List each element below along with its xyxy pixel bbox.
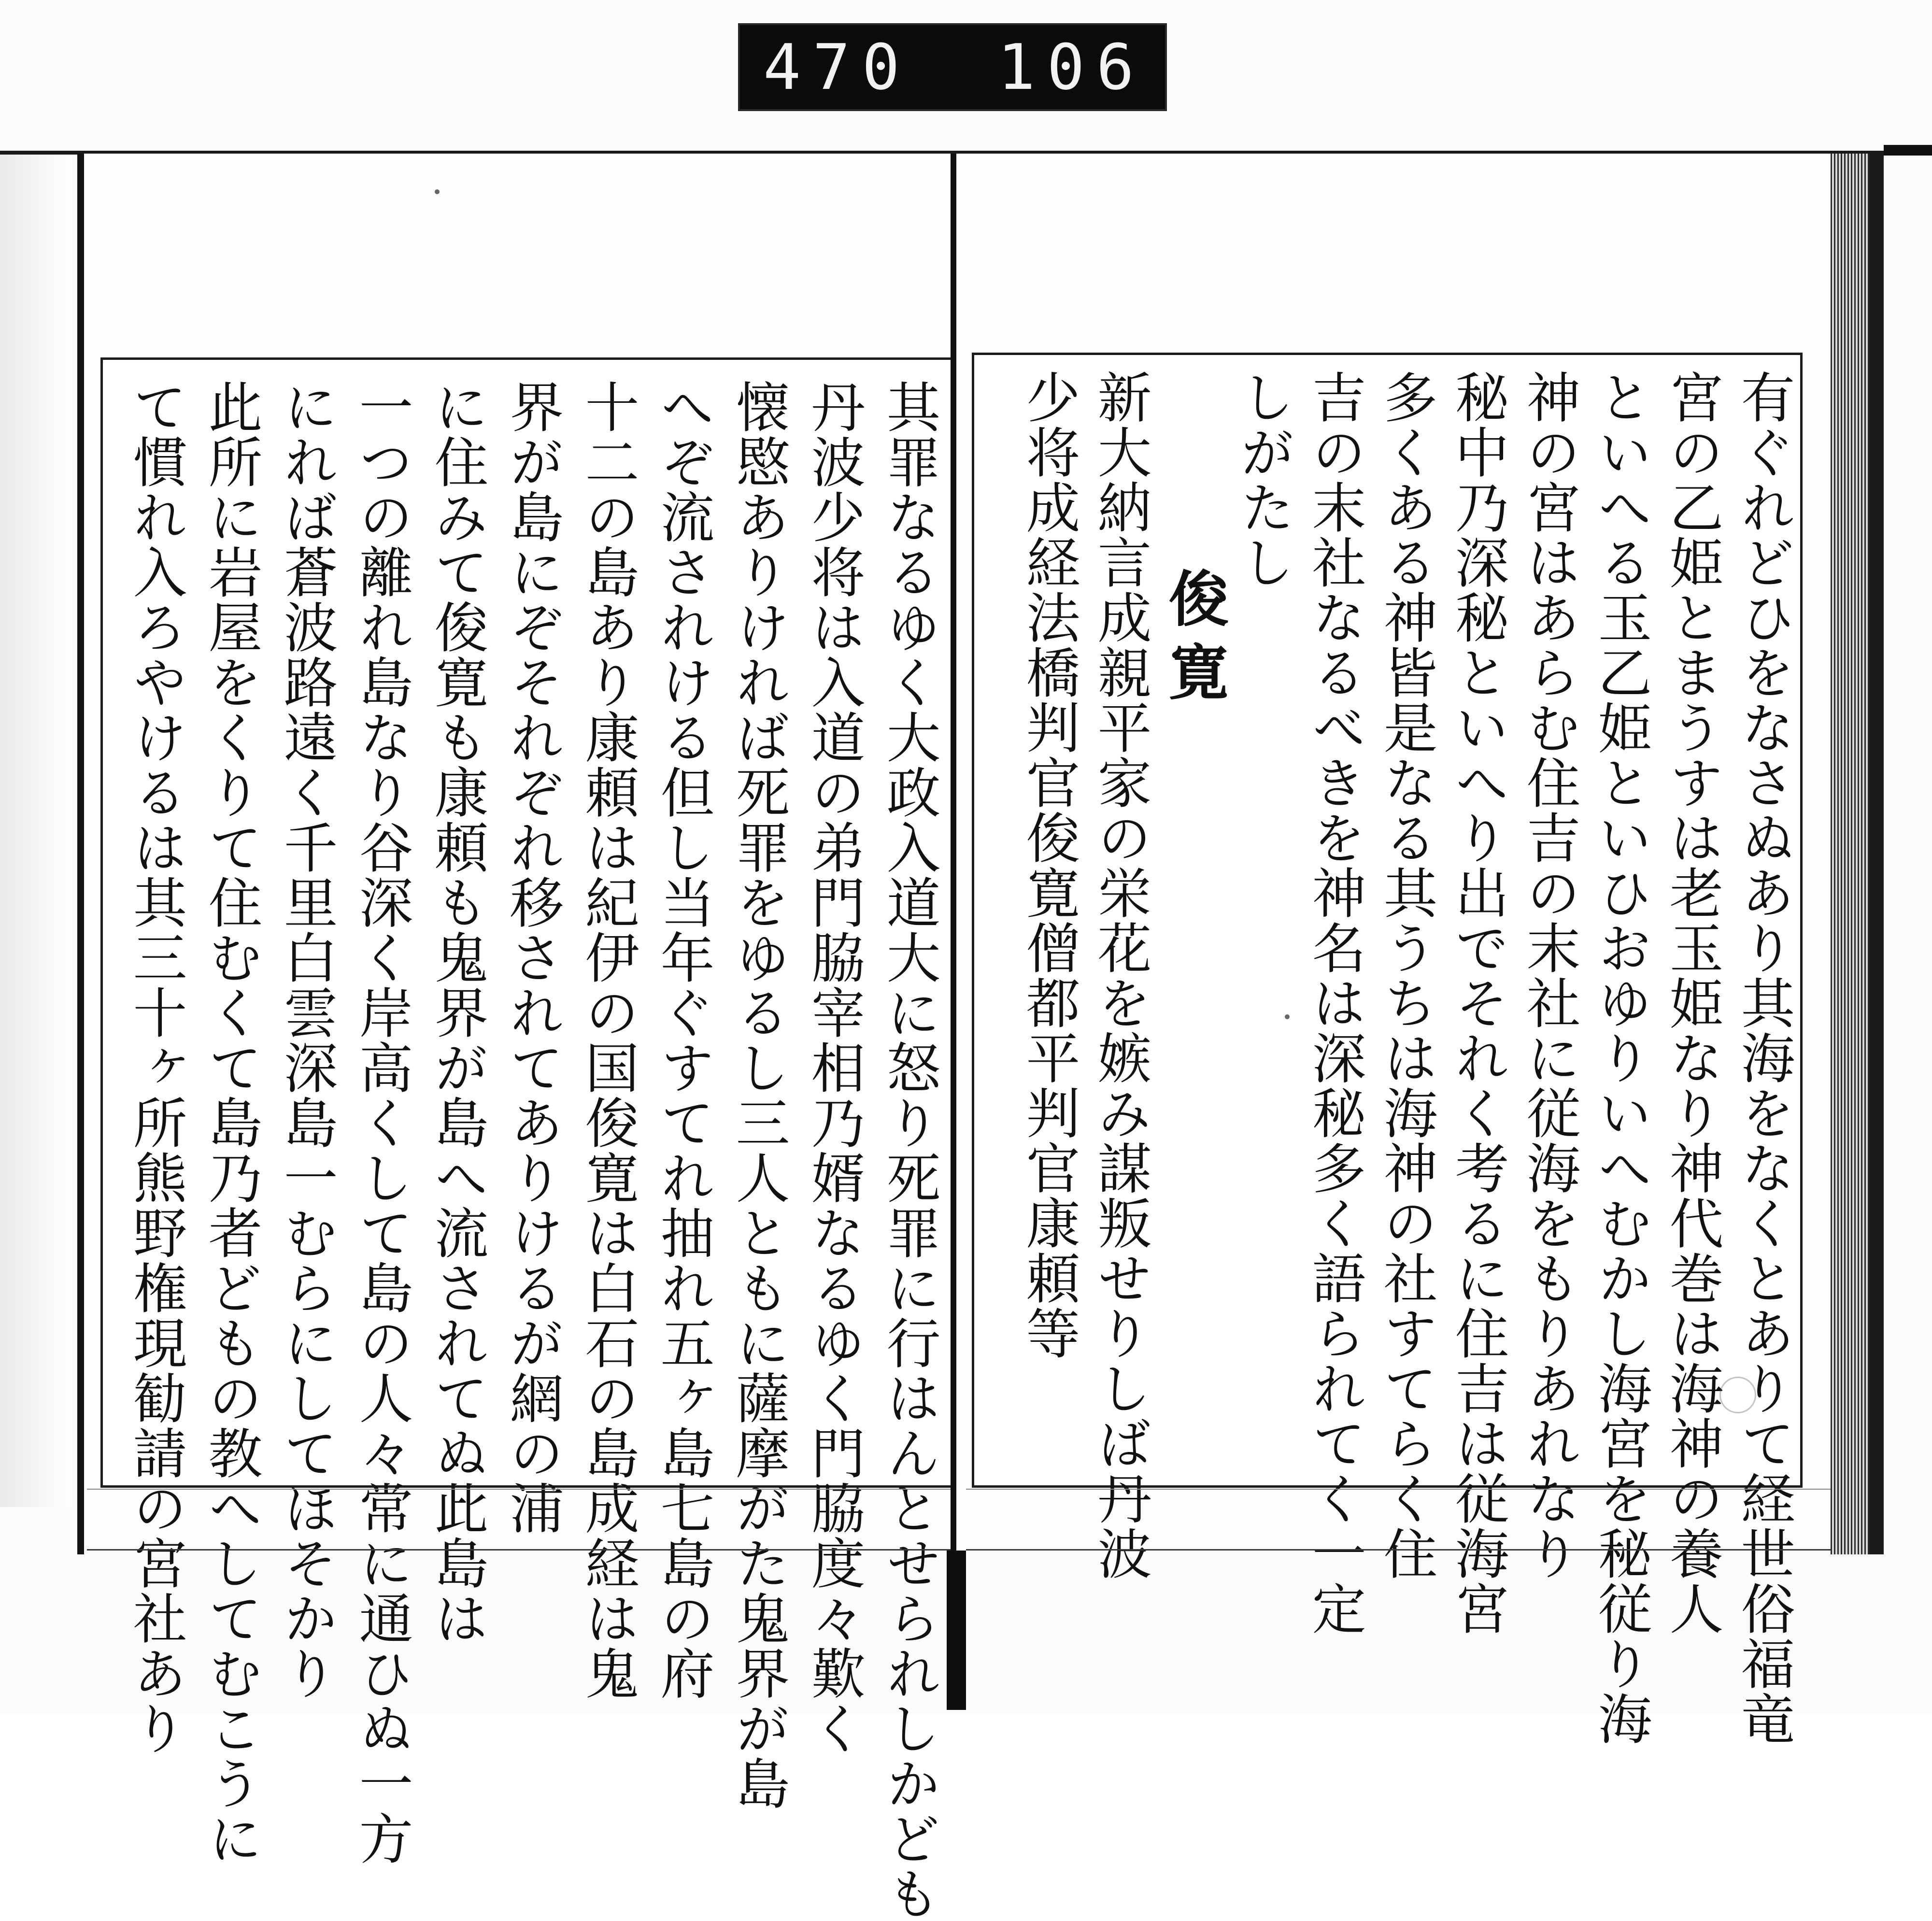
- right-column: 宮の乙姫とまうすは老玉姫なり神代巻は海神の養人: [1661, 370, 1723, 1636]
- book-cover-edge: [1869, 154, 1884, 1554]
- book-gutter: [951, 154, 956, 1709]
- left-column: 界が島にぞそれぞれ移されてありけるが網の浦: [501, 379, 564, 1536]
- scan-speck: [435, 189, 440, 194]
- adjacent-leaf-edge: [0, 155, 72, 1507]
- right-column: 有ぐれどひをなさぬあり其海をなくとありて経世俗福竜: [1732, 370, 1795, 1746]
- call-number-right: 106: [997, 30, 1146, 104]
- left-column: にれば蒼波路遠く千里白雲深島一むらにしてほそかり: [275, 379, 338, 1701]
- gutter-spine-tail: [947, 1551, 966, 1710]
- cover-tab: [1884, 145, 1932, 156]
- left-page-text-frame: [100, 357, 953, 1921]
- left-page-footer: [87, 1489, 956, 1551]
- right-column: といへる玉乙姫といひおゆりいへむかし海宮を秘従り海: [1589, 370, 1652, 1746]
- left-column: 懐愍ありければ死罪をゆるし三人ともに薩摩がた鬼界が島: [727, 379, 790, 1811]
- left-column: へぞ流されける但し当年ぐすてれ抽れ五ヶ島七島の府: [652, 379, 714, 1701]
- right-page-text-frame: [972, 353, 1803, 1746]
- right-column: 神の宮はあらむ住吉の末社に従海をもりあれなり: [1518, 370, 1580, 1581]
- section-heading: 俊寛: [1159, 568, 1229, 714]
- right-column: 吉の末社なるべきを神名は深秘多く語られてく一定: [1303, 370, 1366, 1636]
- right-column: 新大納言成親平家の栄花を嫉み謀叛せりしば丹波: [1089, 370, 1151, 1581]
- left-column: 十二の島あり康頼は紀伊の国俊寛は白石の島成経は鬼: [576, 379, 639, 1701]
- right-page-footer: [966, 1489, 1831, 1551]
- left-column: 此所に岩屋をくりて住むくて島乃者どもの教へしてむこうに: [199, 379, 262, 1866]
- faint-stamp-mark: [1719, 1377, 1756, 1413]
- page-stack-edge: [1831, 154, 1869, 1554]
- right-column: 秘中乃深秘といへり出でそれく考るに住吉は従海宮: [1446, 370, 1509, 1636]
- left-column: に住みて俊寛も康頼も鬼界が島へ流されてぬ此島は: [426, 379, 488, 1646]
- left-column: て慣れ入ろやけるは其三十ヶ所熊野権現勧請の宮社あり: [124, 379, 187, 1756]
- left-column: 其罪なるゆく大政入道大に怒り死罪に行はんとせられしかども: [878, 379, 940, 1921]
- scan-speck: [1285, 1014, 1290, 1019]
- call-number-label: [738, 23, 1167, 111]
- call-number-left: 470: [763, 30, 911, 104]
- right-column: 多くある神皆是なる其うちは海神の社すてらく住: [1375, 370, 1437, 1581]
- right-column: 少将成経法橋判官俊寛僧都平判官康頼等: [1017, 370, 1080, 1361]
- right-column: しがたし: [1232, 370, 1294, 590]
- left-column: 丹波少将は入道の弟門脇宰相乃婿なるゆく門脇度々歎く: [802, 379, 865, 1756]
- left-column: 一つの離れ島なり谷深く岸高くして島の人々常に通ひぬ一方: [350, 379, 413, 1866]
